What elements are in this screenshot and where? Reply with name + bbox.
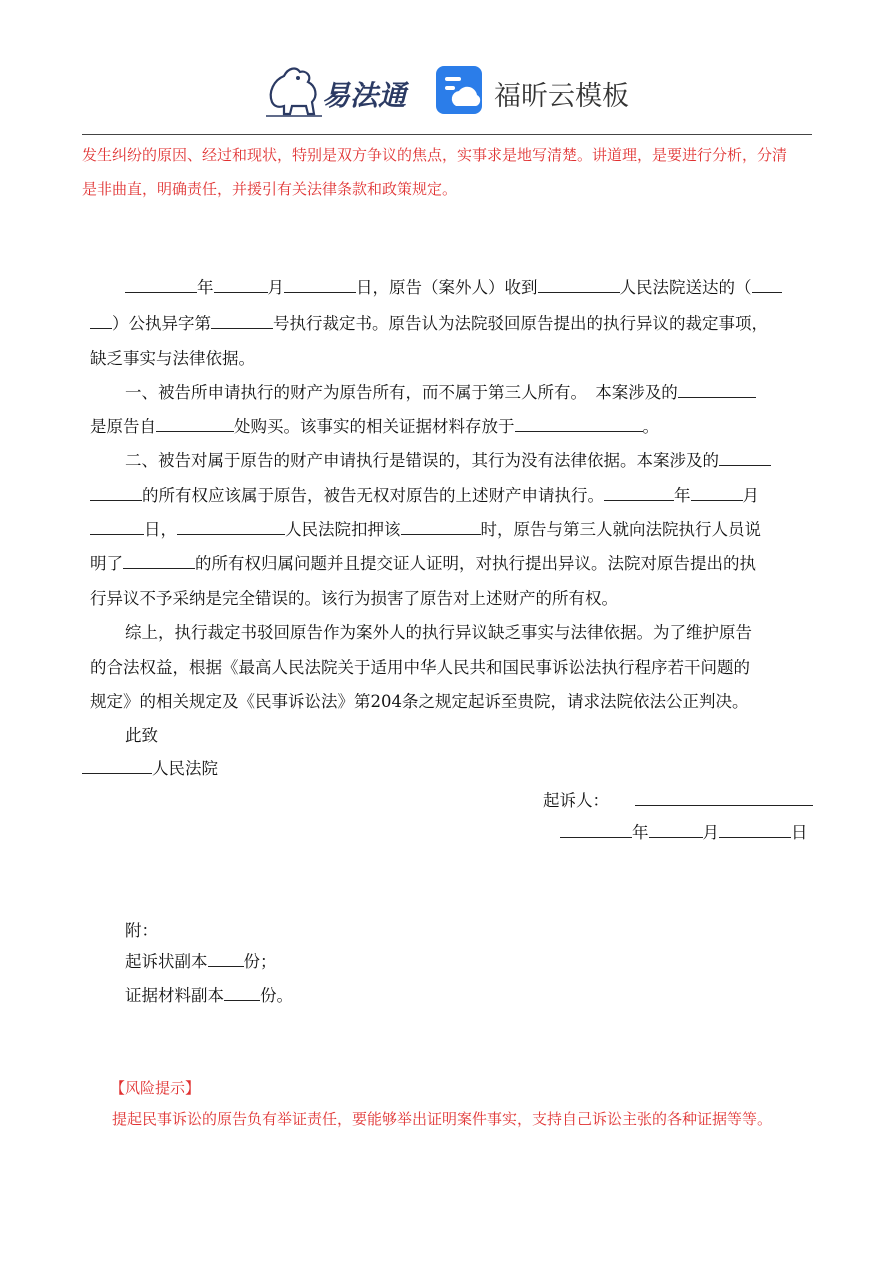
- court-name-blank[interactable]: [82, 759, 152, 774]
- filing-year-blank[interactable]: [560, 823, 632, 838]
- risk-text: 提起民事诉讼的原告负有举证责任，要能够举出证明案件事实，支持自己诉讼主张的各种证据等等。: [112, 1110, 773, 1128]
- day-blank[interactable]: [284, 278, 356, 293]
- paragraph-1-line-2: ）公执异字第 号执行裁定书。原告认为法院驳回原告提出的执行异议的裁定事项，: [90, 310, 768, 334]
- note-line-1: 发生纠纷的原因、经过和现状，特别是双方争议的焦点，实事求是地写清楚。讲道理，是要进行分析，分清: [82, 146, 788, 164]
- court-blank[interactable]: [538, 278, 620, 293]
- seizing-court-blank[interactable]: [177, 520, 285, 535]
- paragraph-1-line-1: 年 月 日，原告（案外人）收到 人民法院送达的（: [125, 274, 782, 298]
- case-number-blank[interactable]: [211, 314, 273, 329]
- seizure-month-blank[interactable]: [691, 486, 743, 501]
- paragraph-4-line-1: 综上，执行裁定书驳回原告作为案外人的执行异议缺乏事实与法律依据。为了维护原告: [125, 623, 752, 642]
- ownership-item-blank[interactable]: [123, 554, 195, 569]
- seller-blank[interactable]: [156, 417, 234, 432]
- attachments-title: 附：: [125, 921, 158, 940]
- yifatong-brand-text: 易法通: [322, 79, 407, 112]
- paragraph-1-line-3: 缺乏事实与法律依据。: [90, 349, 255, 368]
- case-year-blank-cont[interactable]: [90, 314, 112, 329]
- filing-day-blank[interactable]: [719, 823, 791, 838]
- attachment-item-1: 起诉状副本 份；: [125, 952, 277, 971]
- month-blank[interactable]: [214, 278, 268, 293]
- foxit-brand-text: 福昕云模板: [494, 81, 629, 112]
- plaintiff-name-blank[interactable]: [635, 791, 813, 806]
- paragraph-2-line-1: 一、被告所申请执行的财产为原告所有，而不属于第三人所有。 本案涉及的: [125, 379, 756, 403]
- filing-month-blank[interactable]: [649, 823, 703, 838]
- seized-item-blank[interactable]: [401, 520, 481, 535]
- paragraph-4-line-3: 规定》的相关规定及《民事诉讼法》第204条之规定起诉至贵院，请求法院依法公正判决。: [90, 692, 749, 711]
- paragraph-3-line-2: 的所有权应该属于原告，被告无权对原告的上述财产申请执行。 年 月: [90, 482, 759, 506]
- property-blank-2[interactable]: [719, 451, 771, 466]
- paragraph-2-line-2: 是原告自 处购买。该事实的相关证据材料存放于 。: [90, 417, 659, 436]
- paragraph-3-line-5: 行异议不予采纳是完全错误的。该行为损害了原告对上述财产的所有权。: [90, 589, 618, 608]
- filing-date-line: 年 月 日: [560, 819, 808, 843]
- foxit-cloud-icon: [436, 66, 484, 116]
- note-line-2: 是非曲直，明确责任，并援引有关法律条款和政策规定。: [82, 180, 458, 198]
- year-blank[interactable]: [125, 278, 197, 293]
- yifatong-logo-icon: [262, 62, 326, 120]
- seizure-year-blank[interactable]: [604, 486, 674, 501]
- property-blank-2-cont[interactable]: [90, 486, 142, 501]
- property-blank[interactable]: [678, 383, 756, 398]
- paragraph-4-line-2: 的合法权益，根据《最高人民法院关于适用中华人民共和国民事诉讼法执行程序若干问题的: [90, 658, 750, 677]
- court-address-line: 人民法院: [82, 755, 218, 779]
- paragraph-3-line-1: 二、被告对属于原告的财产申请执行是错误的，其行为没有法律依据。本案涉及的: [125, 447, 771, 471]
- header-divider: [82, 134, 812, 135]
- evidence-copies-blank[interactable]: [224, 986, 260, 1001]
- complaint-copies-blank[interactable]: [208, 952, 244, 967]
- seizure-day-blank[interactable]: [90, 520, 144, 535]
- evidence-location-blank[interactable]: [515, 417, 643, 432]
- header-logos: [262, 60, 634, 122]
- attachment-item-2: 证据材料副本 份。: [125, 986, 293, 1005]
- paragraph-3-line-4: 明了 的所有权归属问题并且提交证人证明，对执行提出异议。法院对原告提出的执: [90, 554, 756, 573]
- plaintiff-signature-line: 起诉人：: [543, 787, 813, 811]
- paragraph-3-line-3: 日， 人民法院扣押该 时，原告与第三人就向法院执行人员说: [90, 516, 761, 540]
- closing-text: 此致: [125, 726, 158, 745]
- risk-title: 【风险提示】: [110, 1079, 201, 1097]
- case-year-blank[interactable]: [752, 278, 782, 293]
